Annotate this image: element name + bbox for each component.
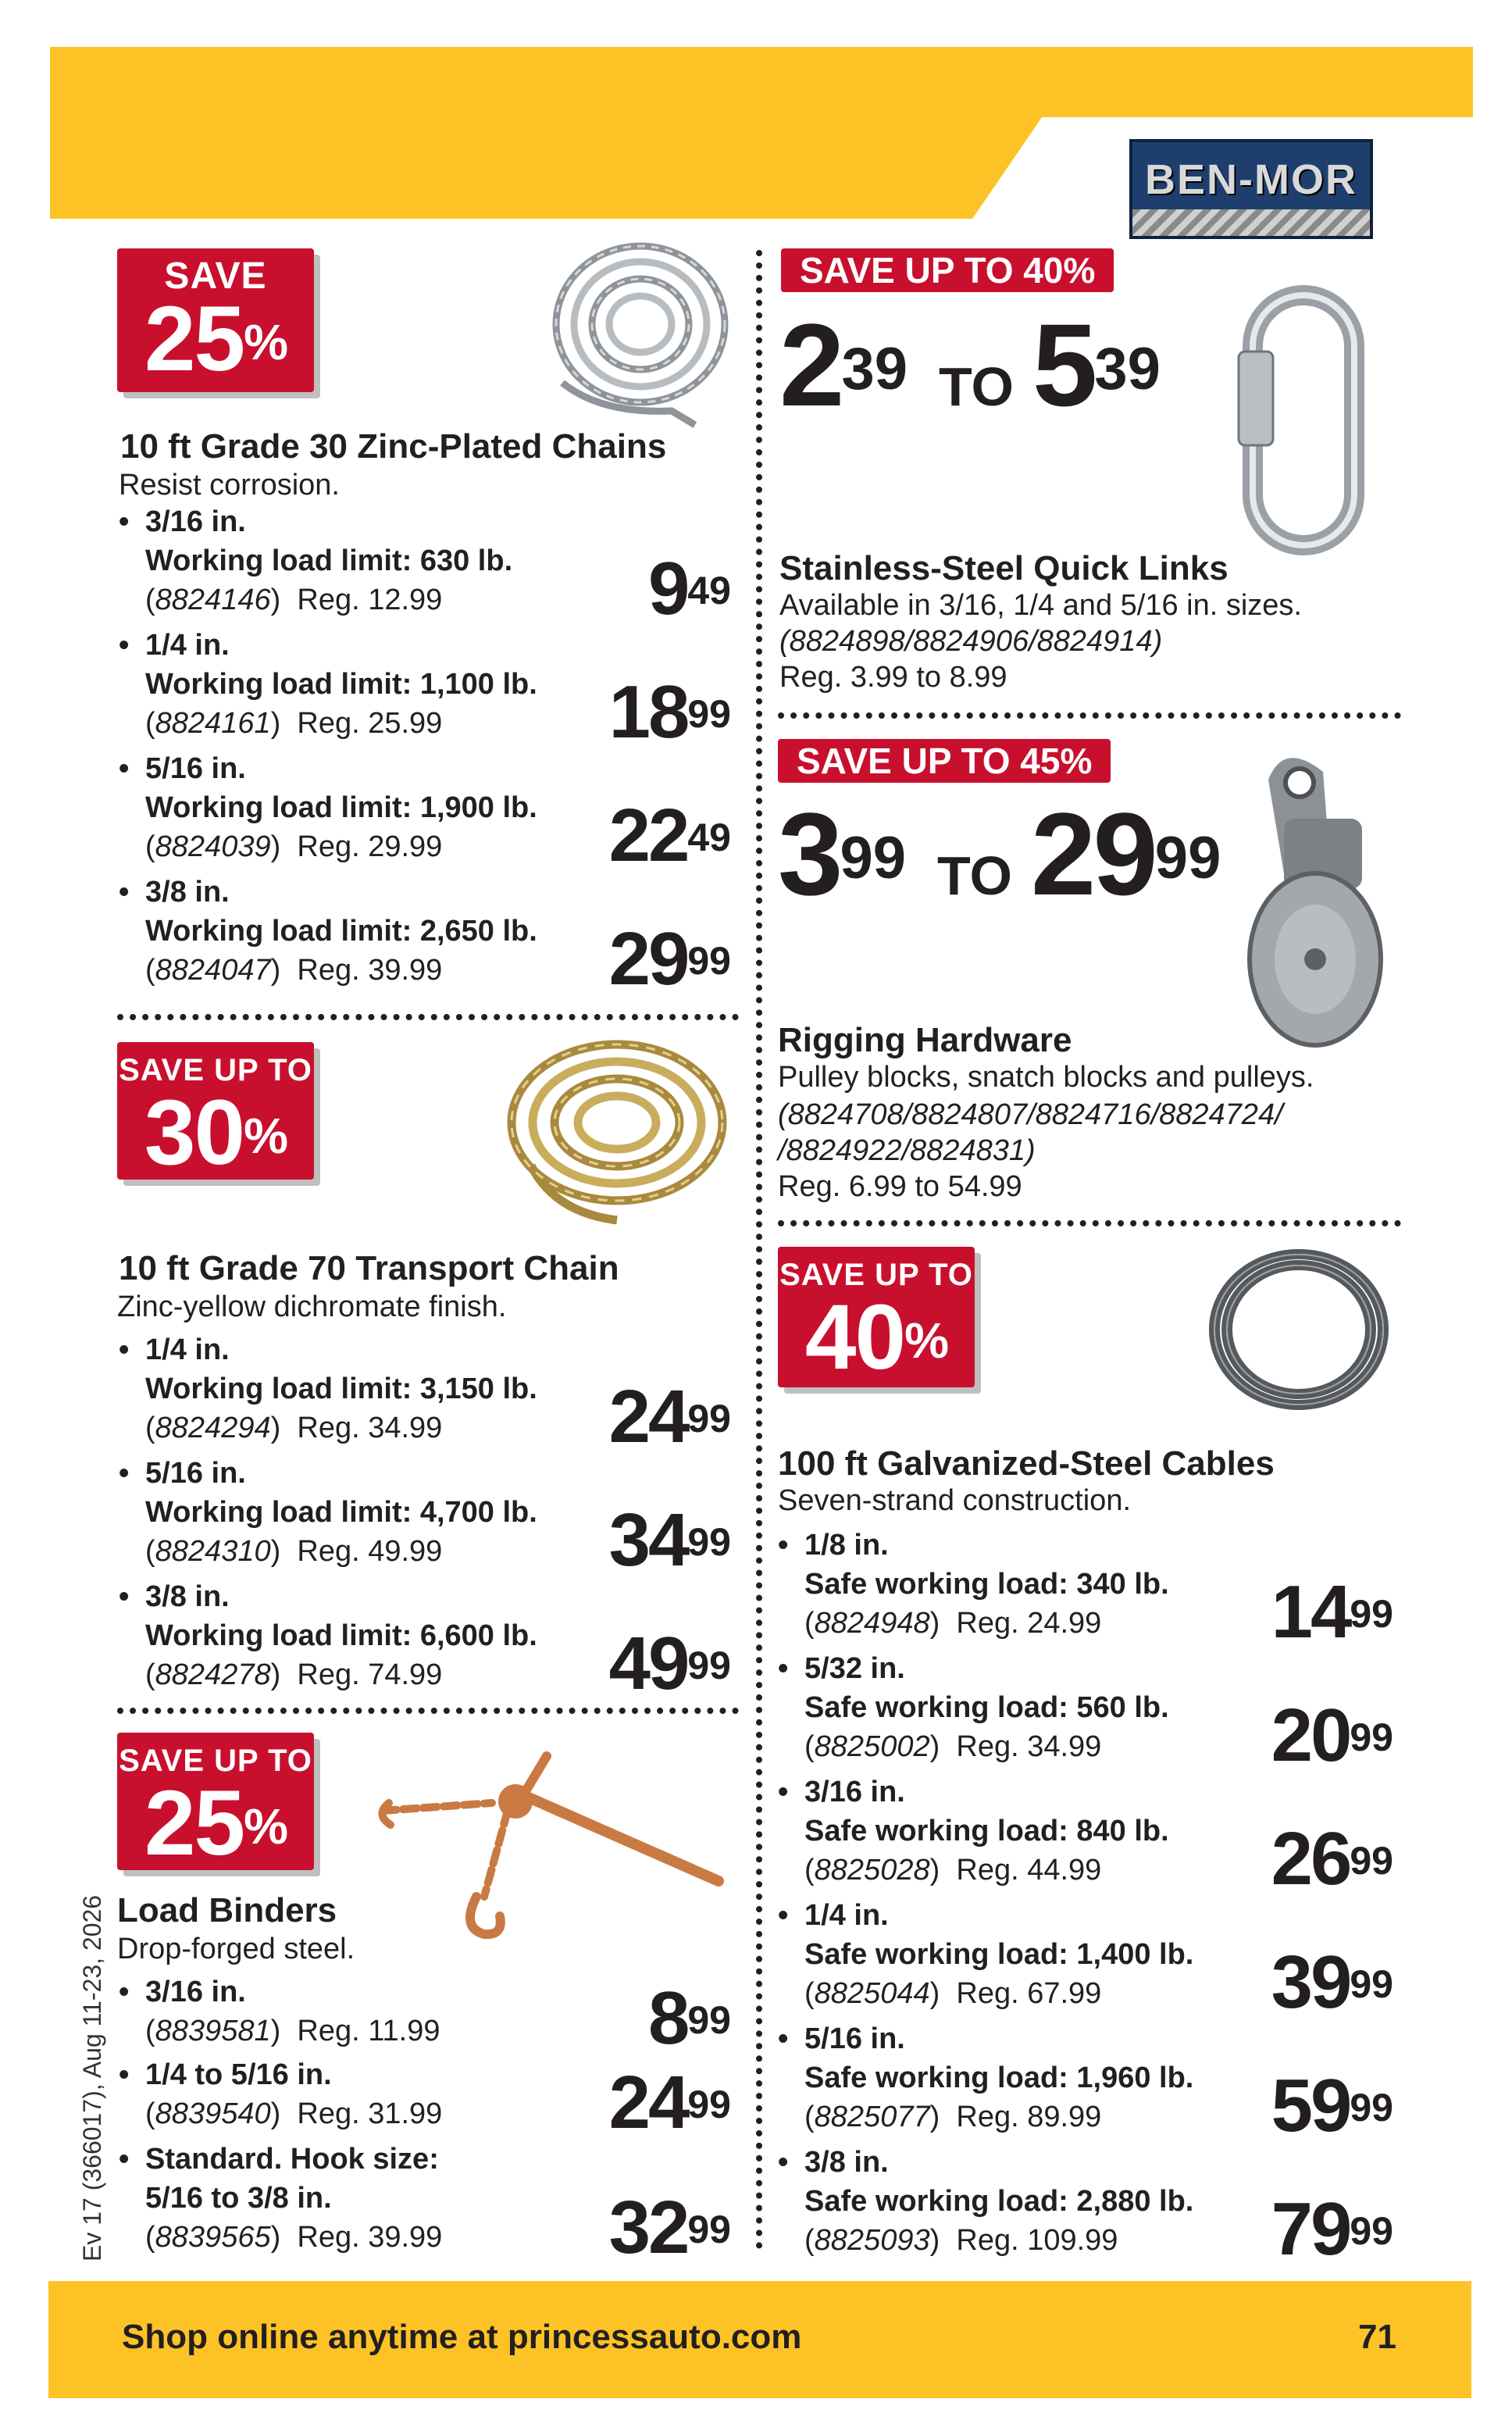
transport-sku-1: (8824294) Reg. 34.99 [145,1412,443,1444]
binders-size-2: • 1/4 to 5/16 in. [145,2056,332,2094]
binders-price-2: $24^{99}$ [608,2061,731,2144]
cables-spec-1: Safe working load: 340 lb. [804,1568,1169,1601]
zinc-spec-4: Working load limit: 2,650 lb. [145,915,537,948]
binders-size-1: • 3/16 in. [145,1973,246,2011]
edition-note: Ev 17 (366017), Aug 11-23, 2026 [78,1894,106,2261]
cables-sku-6: (8825093) Reg. 109.99 [804,2224,1118,2257]
rigging-reg: Reg. 6.99 to 54.99 [778,1170,1022,1203]
cables-spec-6: Safe working load: 2,880 lb. [804,2185,1194,2218]
rigging-skus-2: /8824922/8824831) [778,1134,1036,1167]
save-badge-zinc: SAVE 25% [117,248,314,392]
zinc-sku-1: (8824146) Reg. 12.99 [145,584,443,616]
transport-chain-image [500,1033,742,1228]
zinc-sku-4: (8824047) Reg. 39.99 [145,954,443,987]
quick-link-image [1229,280,1385,561]
cables-price-5: $59^{99}$ [1271,2064,1393,2147]
zinc-price-1: $9^{49}$ [647,547,731,630]
left-divider-1 [117,1014,739,1020]
zinc-description: Resist corrosion. [119,469,340,502]
binders-sku-3: (8839565) Reg. 39.99 [145,2221,443,2254]
transport-spec-3: Working load limit: 6,600 lb. [145,1619,537,1652]
quick-links-reg: Reg. 3.99 to 8.99 [779,661,1007,694]
zinc-size-1: • 3/16 in. [145,503,246,541]
transport-price-1: $24^{99}$ [608,1375,731,1458]
cables-sku-5: (8825077) Reg. 89.99 [804,2101,1102,2133]
quick-links-description: Available in 3/16, 1/4 and 5/16 in. sizes. [779,589,1302,622]
footer-bar [48,2281,1471,2398]
transport-size-2: • 5/16 in. [145,1455,246,1492]
cables-size-2: • 5/32 in. [804,1650,905,1687]
quick-links-title: Stainless-Steel Quick Links [779,549,1228,587]
cables-title: 100 ft Galvanized-Steel Cables [778,1444,1275,1483]
binders-sku-2: (8839540) Reg. 31.99 [145,2097,443,2130]
binders-description: Drop-forged steel. [117,1933,355,1965]
transport-sku-3: (8824278) Reg. 74.99 [145,1658,443,1691]
cables-spec-4: Safe working load: 1,400 lb. [804,1938,1194,1971]
transport-price-2: $34^{99}$ [608,1498,731,1582]
rigging-price-range: $3^{99}$ TO $29^{99}$ [778,788,1221,919]
binders-size-3: • Standard. Hook size: [145,2140,439,2178]
binders-price-3: $32^{99}$ [608,2186,731,2269]
transport-sku-2: (8824310) Reg. 49.99 [145,1535,443,1568]
zinc-size-3: • 5/16 in. [145,750,246,787]
column-divider [756,250,762,2250]
cables-size-5: • 5/16 in. [804,2020,905,2058]
right-divider-2 [778,1220,1401,1226]
transport-spec-1: Working load limit: 3,150 lb. [145,1373,537,1405]
cables-size-3: • 3/16 in. [804,1773,905,1811]
binders-title: Load Binders [117,1891,337,1929]
transport-spec-2: Working load limit: 4,700 lb. [145,1496,537,1529]
cables-price-3: $26^{99}$ [1271,1817,1393,1901]
pulley-image [1237,748,1393,1053]
zinc-spec-1: Working load limit: 630 lb. [145,544,513,577]
transport-size-3: • 3/8 in. [145,1578,230,1615]
page-number: 71 [1358,2318,1396,2356]
cables-description: Seven-strand construction. [778,1484,1132,1517]
left-divider-2 [117,1708,739,1714]
cables-sku-1: (8824948) Reg. 24.99 [804,1607,1102,1640]
binders-price-1: $8^{99}$ [647,1976,731,2060]
cable-coil-image [1201,1244,1396,1415]
zinc-size-2: • 1/4 in. [145,626,230,664]
load-binder-image [367,1740,734,1944]
header-band-left [50,47,1042,219]
binders-spec-3: 5/16 to 3/8 in. [145,2182,332,2215]
transport-title: 10 ft Grade 70 Transport Chain [119,1249,619,1287]
cables-spec-3: Safe working load: 840 lb. [804,1815,1169,1847]
rigging-skus-1: (8824708/8824807/8824716/8824724/ [778,1098,1283,1131]
zinc-price-2: $18^{99}$ [608,670,731,754]
binders-sku-1: (8839581) Reg. 11.99 [145,2015,440,2047]
footer-website-link[interactable]: Shop online anytime at princessauto.com [122,2318,802,2356]
cables-price-2: $20^{99}$ [1271,1694,1393,1777]
cables-sku-4: (8825044) Reg. 67.99 [804,1977,1102,2010]
zinc-title: 10 ft Grade 30 Zinc-Plated Chains [120,427,667,466]
zinc-price-3: $22^{49}$ [608,794,731,877]
save-badge-cables: SAVE UP TO 40% [778,1247,975,1387]
zinc-price-4: $29^{99}$ [608,917,731,1001]
zinc-sku-2: (8824161) Reg. 25.99 [145,707,443,740]
cables-spec-5: Safe working load: 1,960 lb. [804,2062,1194,2094]
rigging-title: Rigging Hardware [778,1021,1072,1059]
zinc-size-4: • 3/8 in. [145,873,230,911]
zinc-spec-3: Working load limit: 1,900 lb. [145,791,537,824]
ben-mor-logo: BEN-MOR [1129,139,1373,239]
transport-size-1: • 1/4 in. [145,1331,230,1369]
transport-price-3: $49^{99}$ [608,1622,731,1705]
quick-links-price-range: $2^{39}$ TO $5^{39}$ [779,299,1161,430]
cables-price-4: $39^{99}$ [1271,1940,1393,2024]
cables-sku-3: (8825028) Reg. 44.99 [804,1854,1102,1887]
zinc-sku-3: (8824039) Reg. 29.99 [145,830,443,863]
save-pill-quick-links: SAVE UP TO 40% [781,248,1114,292]
save-badge-grade70: SAVE UP TO 30% [117,1042,314,1180]
cables-price-1: $14^{99}$ [1271,1570,1393,1654]
cables-price-6: $79^{99}$ [1271,2187,1393,2271]
quick-links-skus: (8824898/8824906/8824914) [779,625,1163,658]
cables-spec-2: Safe working load: 560 lb. [804,1691,1169,1724]
cables-size-6: • 3/8 in. [804,2144,889,2181]
rigging-description: Pulley blocks, snatch blocks and pulleys. [778,1061,1314,1094]
cables-sku-2: (8825002) Reg. 34.99 [804,1730,1102,1763]
zinc-chain-image [539,227,742,430]
zinc-spec-2: Working load limit: 1,100 lb. [145,668,537,701]
cables-size-1: • 1/8 in. [804,1526,889,1564]
right-divider-1 [778,712,1401,719]
save-pill-rigging: SAVE UP TO 45% [778,739,1111,783]
transport-description: Zinc-yellow dichromate finish. [117,1290,507,1323]
save-badge-binders: SAVE UP TO 25% [117,1733,314,1870]
cables-size-4: • 1/4 in. [804,1897,889,1934]
